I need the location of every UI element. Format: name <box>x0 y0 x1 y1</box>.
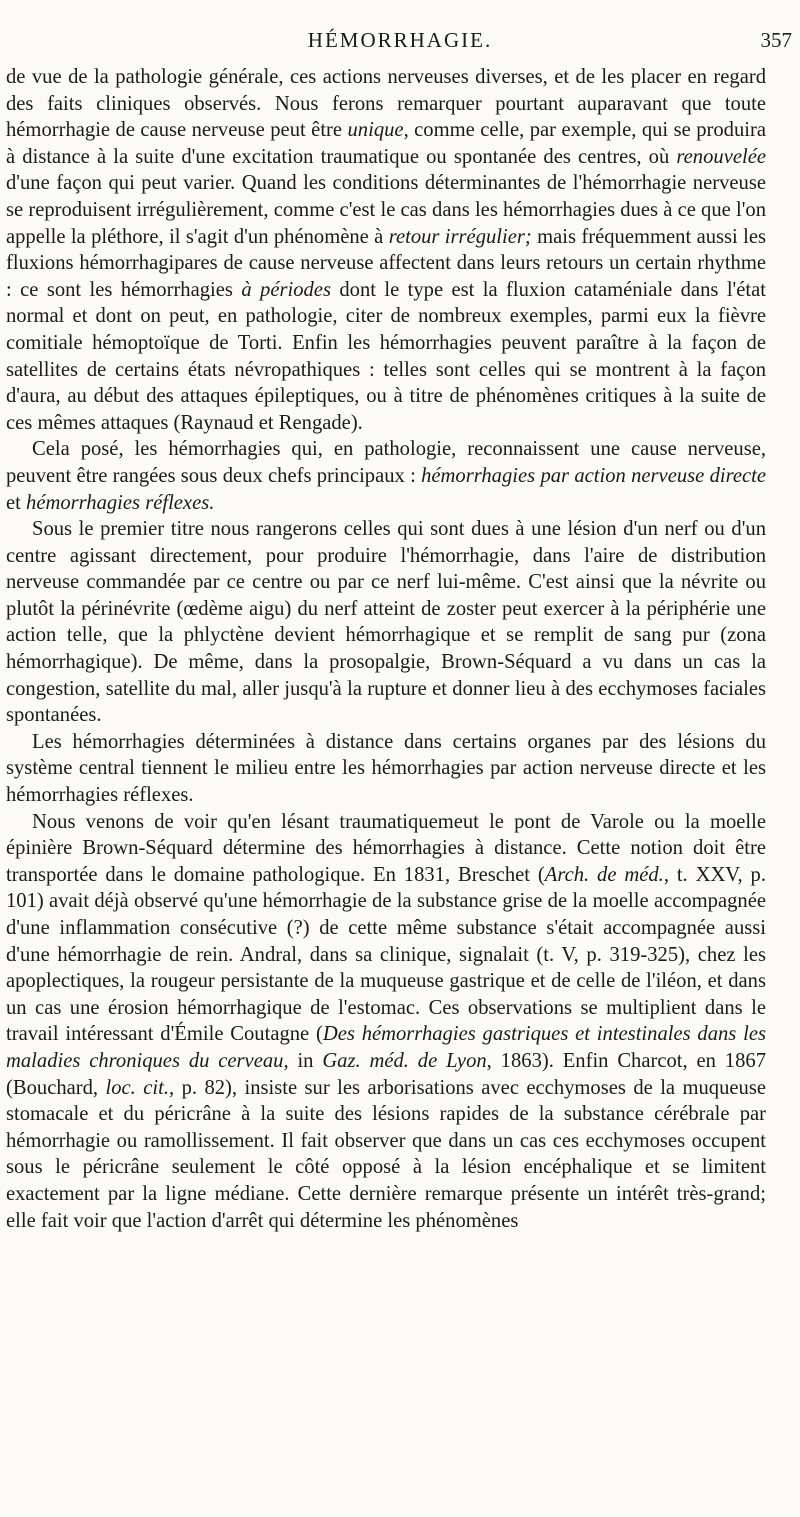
text-run: , t. XXV, p. 101) avait déjà observé qu'une hémorrhagie de la substance grise de la moelle accompagnée d'une inflammation consécutive (?) de cette même substance s'était accompagnée aussi d'une hémorrhagie de rein. Andral, dans sa clinique, signalait (t. V, p. 319-325), chez les apoplectiques, la rougeur persistante de la muqueuse gastrique et de celle de l'iléon, et dans un cas une érosion hémorrhagique de l'estomac. Ces observations se multiplient dans le travail intéressant d'Émile Coutagne ( <box>6 863 766 1046</box>
page-number: 357 <box>760 28 792 52</box>
paragraph <box>6 436 766 516</box>
italic-text: renouvelée <box>676 145 766 168</box>
italic-text: hémorrhagies par action nerveuse directe <box>421 464 766 487</box>
italic-text: Arch. de méd. <box>544 863 664 886</box>
italic-text: unique <box>347 119 404 142</box>
italic-text: Des hémorrhagies gastriques et intestinales dans les maladies chroniques du cerveau <box>6 1023 767 1072</box>
paragraph <box>6 729 766 809</box>
text-run: , p. 82), insiste sur les arborisations avec ecchymoses de la muqueuse stomacale et du péricrâne à la suite des lésions rapides de la substance cérébrale par hémorrhagie ou ramollissement. Il fait observer que dans un cas ces ecchymoses occupent sous le péricrâne seulement le côté opposé à la lésion encéphalique et se limitent exactement par la ligne médiane. Cette dernière remarque présente un intérêt très-grand; elle fait voir que l'action d'arrêt qui détermine les phénomènes <box>6 1076 766 1232</box>
text-run: Cela posé, les hémorrhagies qui, en pathologie, reconnaissent une cause nerveuse, peuvent être rangées sous deux chefs principaux : <box>6 438 766 487</box>
text-run: et <box>6 491 27 514</box>
text-run: , 1863). Enfin Charcot, en 1867 (Bouchard, <box>6 1049 766 1099</box>
text-run: d'une façon qui peut varier. Quand les conditions déterminantes de l'hémorrhagie nerveuse se reproduisent irrégulièrement, comme c'est le cas dans les hémorrhagies dues à ce que l'on appelle la pléthore, il s'agit d'un phénomène à <box>6 172 766 248</box>
italic-text: à périodes <box>241 278 331 301</box>
text-run: de vue de la pathologie générale, ces actions nerveuses diverses, et de les placer en regard des faits cliniques observés. Nous ferons remarquer pourtant auparavant que toute hémorrhagie de cause nerveuse peut être <box>6 66 766 142</box>
paragraph <box>6 516 766 729</box>
italic-text: retour irrégulier; <box>388 225 532 248</box>
text-run: Sous le premier titre nous rangerons celles qui sont dues à une lésion d'un nerf ou d'un centre agissant directement, pour produire l'hémorrhagie, dans l'aire de distribution nerveuse commandée par ce centre ou par ce nerf lui-même. C'est ainsi que la névrite ou plutôt la périnévrite (œdème aigu) du nerf atteint de zoster peut exercer à la périphérie une action telle, que la phlyctène devient hémorrhagique et se remplit de sang pur (zona hémorrhagique). De même, dans la prosopalgie, Brown-Séquard a vu dans un cas la congestion, satellite du mal, aller jusqu'à la rupture et donner lieu à des ecchymoses faciales spontanées. <box>6 518 766 727</box>
text-run: , in <box>283 1049 323 1072</box>
italic-text: hémorrhagies réflexes. <box>26 491 215 514</box>
body-text <box>6 64 766 1234</box>
running-title: HÉMORRHAGIE. <box>307 28 493 52</box>
italic-text: loc. cit. <box>105 1076 169 1099</box>
text-run: , comme celle, par exemple, qui se produira à distance à la suite d'une excitation traumatique ou spontanée des centres, où <box>6 119 766 168</box>
text-run: Les hémorrhagies déterminées à distance dans certains organes par des lésions du système central tiennent le milieu entre les hémorrhagies par action nerveuse directe et les hémorrhagies réflexes. <box>6 730 766 807</box>
text-run: mais fréquemment aussi les fluxions hémorrhagipares de cause nerveuse affectent dans leurs retours un certain rhythme : ce sont les hémorrhagies <box>6 225 767 301</box>
paragraph <box>6 809 766 1235</box>
text-run: Nous venons de voir qu'en lésant traumatiquemeut le pont de Varole ou la moelle épinière Brown-Séquard détermine des hémorrhagies à distance. Cette notion doit être transportée dans le domaine pathologique. En 1831, Breschet ( <box>6 810 766 886</box>
paragraph <box>6 64 766 436</box>
text-run: dont le type est la fluxion cataméniale dans l'état normal et dont on peut, en pathologie, citer de nombreux exemples, parmi eux la fièvre comitiale hémoptoïque de Torti. Enfin les hémorrhagies peuvent paraître à la façon de satellites de certains états névropathiques : telles sont celles qui se montrent à la façon d'aura, au début des attaques épileptiques, ou à titre de phénomènes critiques à la suite de ces mêmes attaques (Raynaud et Rengade). <box>6 278 766 434</box>
running-head <box>0 28 800 56</box>
italic-text: Gaz. méd. de Lyon <box>322 1049 487 1072</box>
